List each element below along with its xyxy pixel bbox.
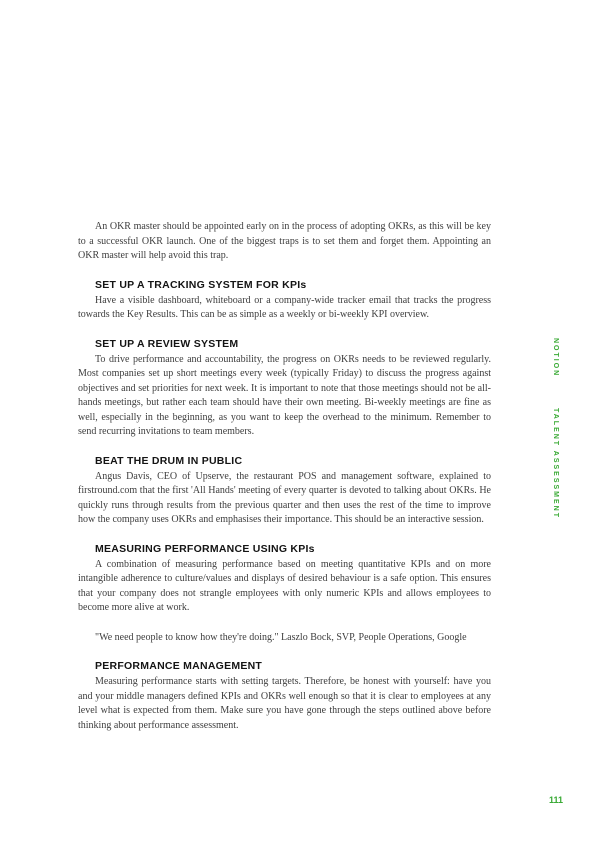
section-performance-management — [78, 660, 491, 733]
paragraph: Angus Davis, CEO of Upserve, the restaurant POS and management software, explained to firstround.com that the first 'All Hands' meeting of every quarter is devoted to talking about OKRs. He quickly runs through results from the previous quarter and then uses the rest of the time to improve how the company uses OKRs and emphasises their importance. This should be an interactive session. — [78, 470, 491, 525]
paragraph: An OKR master should be appointed early on in the process of adopting OKRs, as this will be key to a successful OKR launch. One of the biggest traps is to set them and forget them. Appointing an OKR master will help avoid this trap. — [78, 221, 491, 261]
paragraph: A combination of measuring performance based on meeting quantitative KPIs and on more intangible adherence to culture/values and displays of desired behaviour is a safe option. This ensures that your company does not strangle employees with only numeric KPIs and allows employees to become more alive at work. — [78, 558, 491, 613]
sidebar-book-title: NOTION — [552, 338, 559, 378]
paragraph: Have a visible dashboard, whiteboard or a company-wide tracker email that tracks the progress towards the Key Results. This can be as simple as a weekly or bi-weekly KPI overview. — [78, 294, 491, 320]
section-beat-the-drum — [78, 455, 491, 528]
section-heading: MEASURING PERFORMANCE USING KPIs — [95, 542, 315, 555]
paragraph: To drive performance and accountability, the progress on OKRs needs to be reviewed regularly. Most companies set up short meetings every week (typically Friday) to discuss the progress against objectives and set priorities for next week. It is important to note that those meetings should not be all-hands meetings, but rather each team should have their own meeting. Bi-weekly meetings are fine as well, especially in the beginning, as you want to keep the overhead to the minimum. Remember to send recurring invitations to team members. — [78, 353, 491, 437]
page-number: 111 — [549, 795, 564, 805]
section-review-system — [78, 338, 491, 440]
section-heading: PERFORMANCE MANAGEMENT — [95, 660, 263, 672]
page-body-text — [78, 220, 491, 733]
quote-paragraph: "We need people to know how they're doing." Laszlo Bock, SVP, People Operations, Google — [95, 631, 467, 643]
section-heading: BEAT THE DRUM IN PUBLIC — [95, 454, 243, 467]
paragraph: Measuring performance starts with setting targets. Therefore, be honest with yourself: have you and your middle managers defined KPIs and OKRs well enough so that it is clear to employees at any level what is expected from them. Make sure you have gone through the steps outlined above before thinking about performance assessment. — [78, 676, 491, 731]
section-tracking-system — [78, 279, 491, 323]
section-heading: SET UP A TRACKING SYSTEM FOR KPIs — [95, 278, 307, 291]
section-measuring-performance — [78, 543, 491, 646]
sidebar-chapter-title: TALENT ASSESSMENT — [552, 408, 559, 520]
section-heading: SET UP A REVIEW SYSTEM — [95, 337, 239, 350]
